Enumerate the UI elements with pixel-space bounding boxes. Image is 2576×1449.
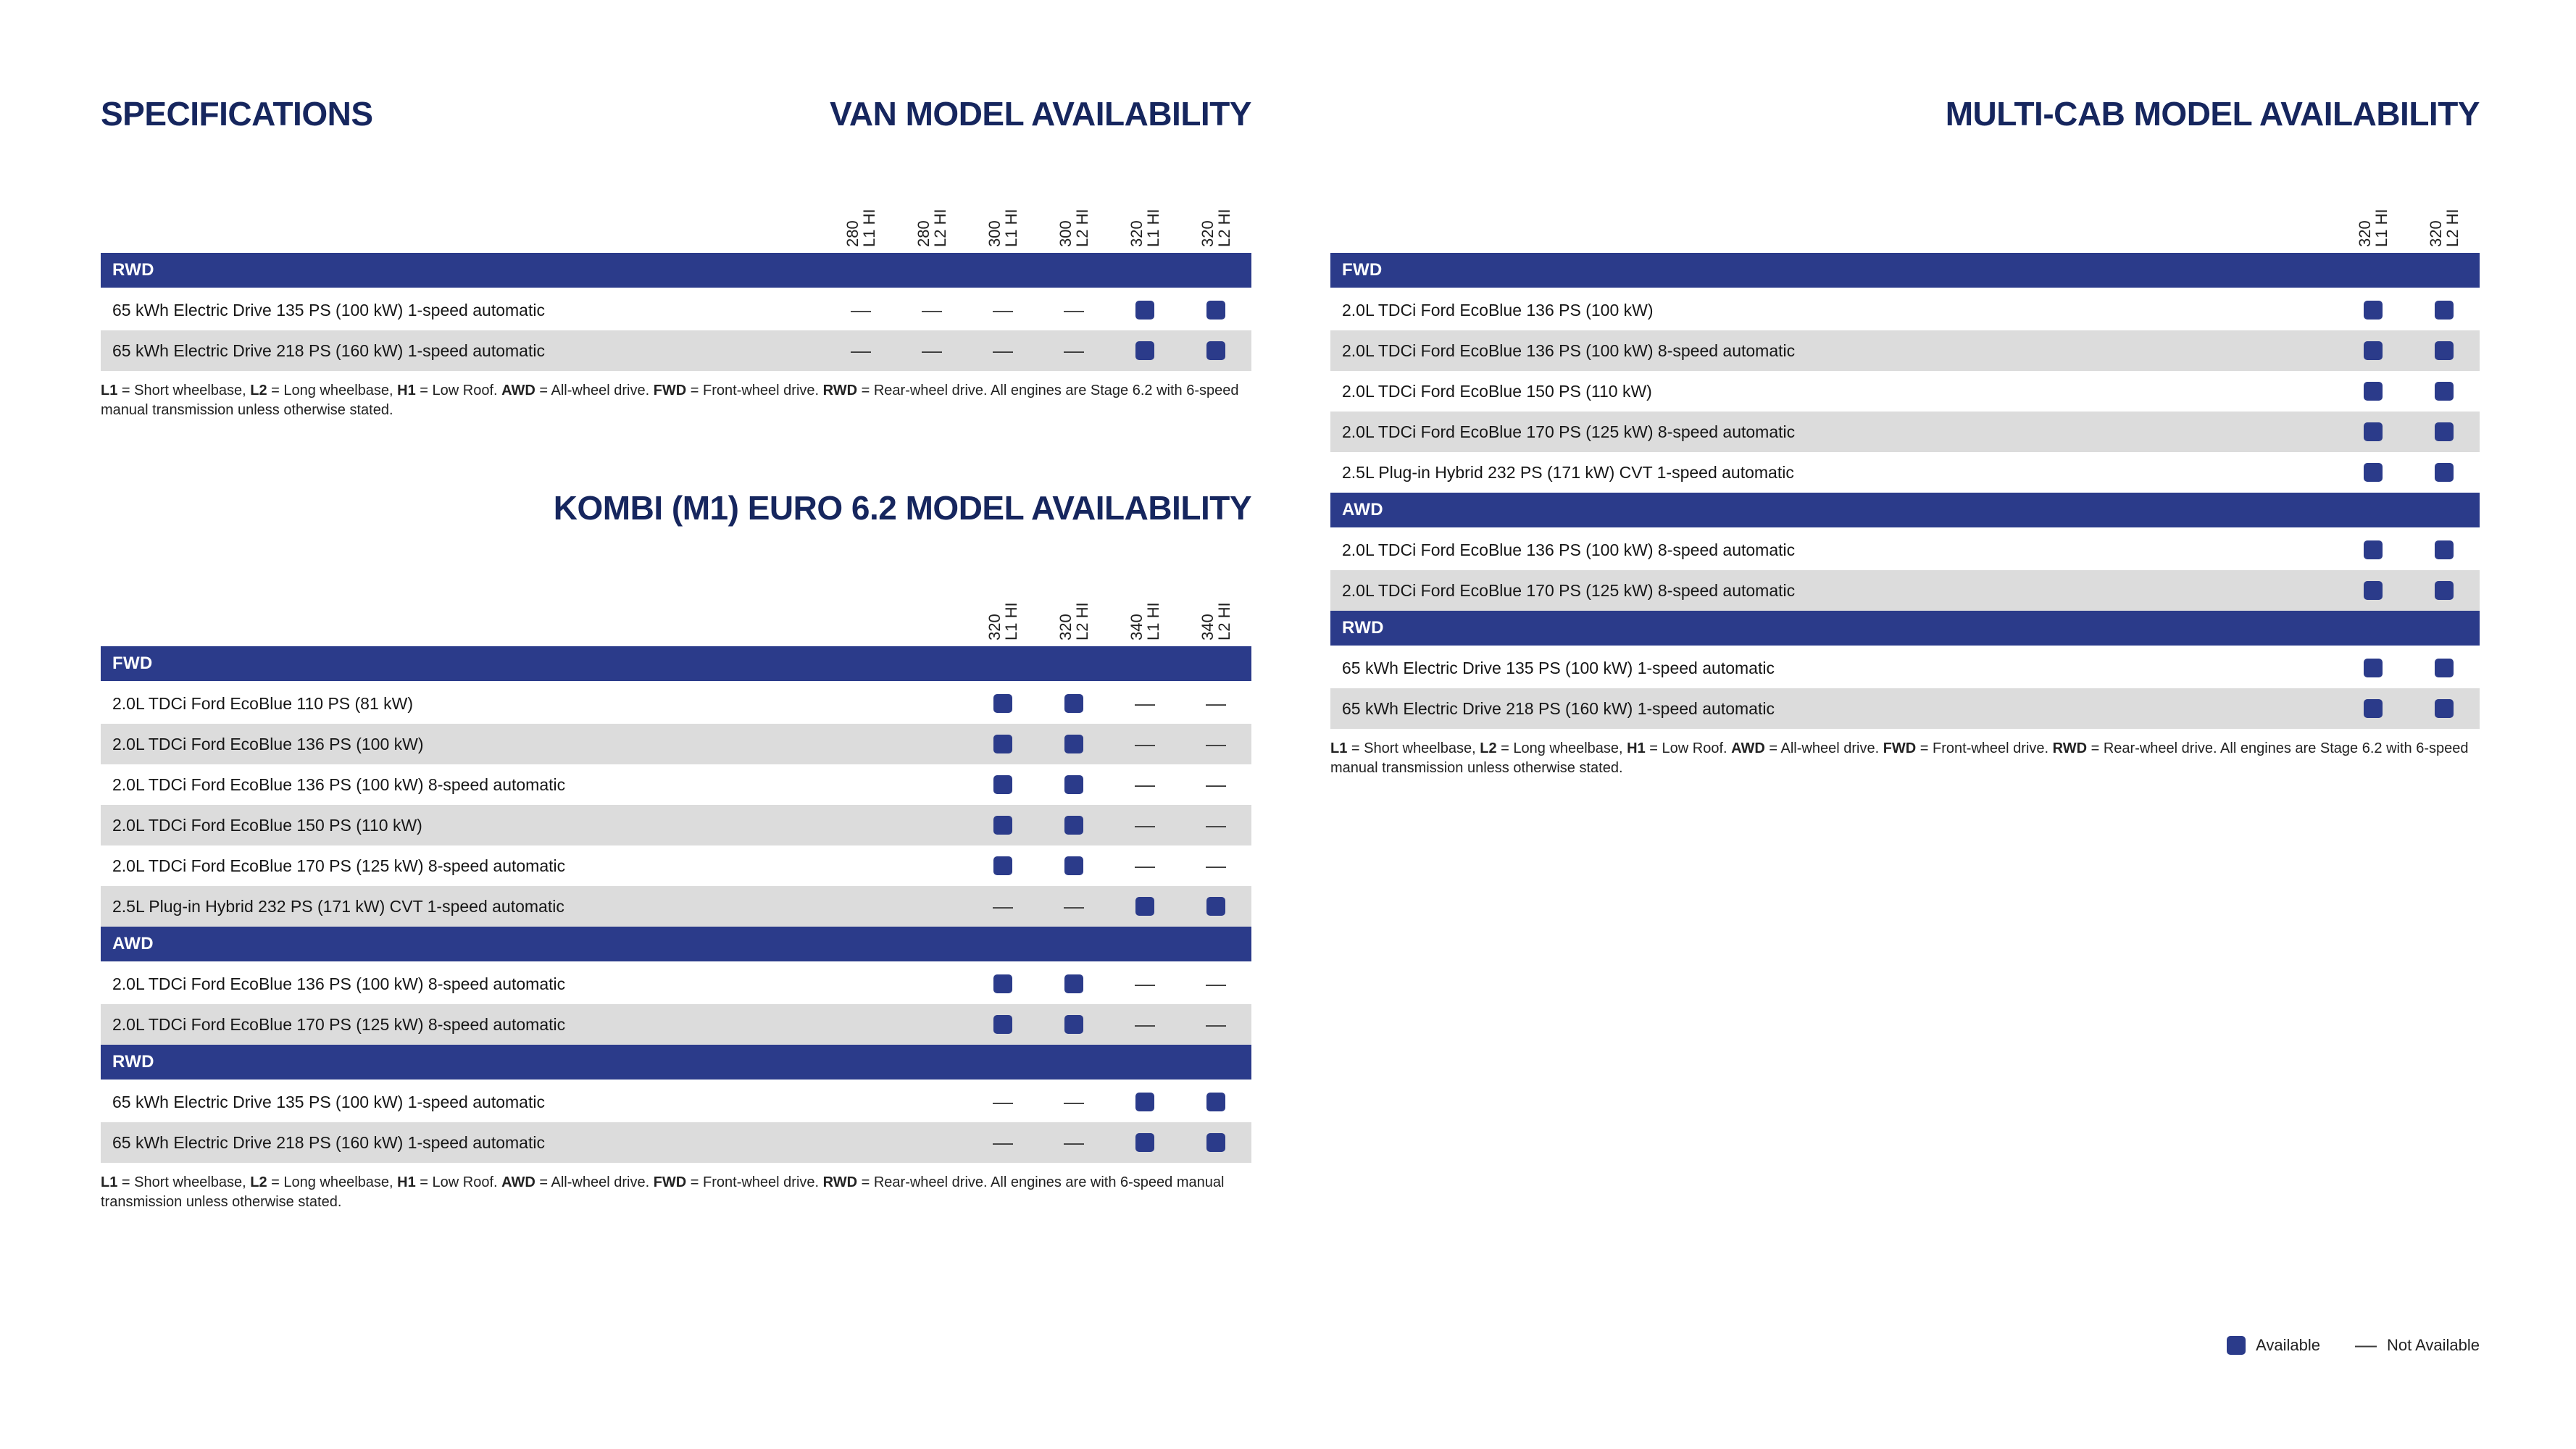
availability-cell <box>2409 382 2480 401</box>
not-available-icon: — <box>1064 339 1084 362</box>
column-header <box>1180 156 1251 250</box>
availability-cell <box>967 1132 1038 1153</box>
availability-cell <box>2338 382 2409 401</box>
availability-cell <box>2338 463 2409 482</box>
availability-cell <box>967 775 1038 794</box>
column-header-label: 320 L2 HI <box>2427 209 2462 247</box>
availability-cell <box>1109 856 1180 876</box>
available-icon <box>1064 856 1083 875</box>
column-header-label: 340 L1 HI <box>1127 602 1162 640</box>
legend-not-available-label: Not Available <box>2386 1336 2480 1354</box>
table-row <box>101 886 1251 927</box>
availability-cell <box>1109 734 1180 754</box>
engine-label: 2.0L TDCi Ford EcoBlue 170 PS (125 kW) 8-speed automatic <box>112 1014 566 1034</box>
not-available-icon: — <box>1135 854 1155 877</box>
available-icon <box>1064 1015 1083 1034</box>
not-available-icon: — <box>993 339 1013 362</box>
availability-cell <box>2409 659 2480 677</box>
column-header-label: 300 L2 HI <box>1056 209 1091 247</box>
footnote: L1 = Short wheelbase, L2 = Long wheelbase, H1 = Low Roof. AWD = All-wheel drive. FWD = Front-wheel drive. RWD = Rear-wheel drive. All engines are Stage 6.2 with 6-speed manual transmission unless otherwise stated. <box>1330 740 2469 776</box>
availability-cell <box>1180 856 1251 876</box>
available-icon <box>1206 341 1225 360</box>
not-available-icon: — <box>993 1090 1013 1113</box>
column-header <box>1109 156 1180 250</box>
availability-cell <box>1038 974 1109 993</box>
table-row <box>1330 290 2480 330</box>
not-available-icon: — <box>1135 972 1155 995</box>
not-available-icon: — <box>922 339 942 362</box>
availability-cell <box>1180 301 1251 320</box>
column-header-label: 320 L1 HI <box>2356 209 2390 247</box>
table-row <box>1330 648 2480 688</box>
available-icon <box>1064 974 1083 993</box>
column-header-label: 280 L1 HI <box>843 209 878 247</box>
not-available-icon: — <box>993 298 1013 321</box>
availability-cell <box>1038 1092 1109 1112</box>
legend <box>2227 1335 2480 1356</box>
not-available-icon: — <box>922 298 942 321</box>
engine-label: 2.0L TDCi Ford EcoBlue 150 PS (110 kW) <box>112 815 422 835</box>
van-availability-table <box>101 156 1251 420</box>
available-icon <box>2364 659 2383 677</box>
not-available-icon: — <box>1064 895 1084 917</box>
available-icon <box>2364 699 2383 718</box>
available-icon <box>2364 540 2383 559</box>
not-available-icon: — <box>851 339 871 362</box>
table-row <box>1330 412 2480 452</box>
availability-cell <box>1109 1014 1180 1035</box>
available-icon <box>1206 897 1225 916</box>
available-icon <box>1135 897 1154 916</box>
not-available-icon: — <box>1135 814 1155 836</box>
availability-cell <box>1109 897 1180 916</box>
section-header-awd: AWD <box>101 927 1251 961</box>
not-available-icon: — <box>1206 854 1226 877</box>
column-header <box>1109 549 1180 643</box>
specifications-title: SPECIFICATIONS <box>101 95 373 133</box>
footnote: L1 = Short wheelbase, L2 = Long wheelbase, H1 = Low Roof. AWD = All-wheel drive. FWD = Front-wheel drive. RWD = Rear-wheel drive. All engines are Stage 6.2 with 6-speed manual transmission unless otherwise stated. <box>101 383 1239 418</box>
column-headers <box>101 156 1251 250</box>
available-icon <box>2435 382 2454 401</box>
available-icon <box>993 775 1012 794</box>
table-row <box>1330 371 2480 412</box>
section-header-rwd: RWD <box>1330 611 2480 646</box>
not-available-icon: — <box>1135 692 1155 714</box>
column-headers <box>1330 156 2480 250</box>
availability-cell <box>2338 341 2409 360</box>
availability-cell <box>1180 341 1251 360</box>
column-headers <box>101 549 1251 643</box>
availability-cell <box>1109 693 1180 714</box>
kombi-availability-table <box>101 549 1251 1212</box>
availability-cell <box>1109 1133 1180 1152</box>
kombi-availability-title: KOMBI (M1) EURO 6.2 MODEL AVAILABILITY <box>553 489 1251 527</box>
availability-cell <box>967 735 1038 753</box>
column-header <box>2338 156 2409 250</box>
table-row <box>101 724 1251 764</box>
section-header-rwd: RWD <box>101 253 1251 288</box>
available-icon <box>2364 341 2383 360</box>
not-available-icon: — <box>1206 972 1226 995</box>
available-icon <box>2364 463 2383 482</box>
engine-label: 2.5L Plug-in Hybrid 232 PS (171 kW) CVT 1-speed automatic <box>1342 462 1794 482</box>
available-icon <box>993 816 1012 835</box>
column-header-label: 320 L2 HI <box>1056 602 1091 640</box>
not-available-icon: — <box>993 895 1013 917</box>
engine-label: 2.0L TDCi Ford EcoBlue 136 PS (100 kW) <box>1342 300 1654 320</box>
not-available-icon: — <box>1135 773 1155 796</box>
section-header-awd: AWD <box>1330 493 2480 527</box>
multicab-availability-title: MULTI-CAB MODEL AVAILABILITY <box>1945 95 2480 133</box>
available-square-icon <box>2227 1336 2246 1355</box>
not-available-icon: — <box>1206 692 1226 714</box>
availability-cell <box>967 300 1038 320</box>
table-row <box>101 845 1251 886</box>
availability-cell <box>1109 1093 1180 1111</box>
legend-available-label: Available <box>2256 1336 2320 1354</box>
availability-cell <box>896 300 967 320</box>
engine-label: 65 kWh Electric Drive 135 PS (100 kW) 1-speed automatic <box>1342 658 1775 677</box>
available-icon <box>993 974 1012 993</box>
table-row <box>101 683 1251 724</box>
available-icon <box>2435 659 2454 677</box>
engine-label: 65 kWh Electric Drive 135 PS (100 kW) 1-speed automatic <box>112 1092 545 1111</box>
engine-label: 2.0L TDCi Ford EcoBlue 136 PS (100 kW) <box>112 734 424 753</box>
column-header-label: 280 L2 HI <box>914 209 949 247</box>
availability-cell <box>1180 774 1251 795</box>
section-header-fwd: FWD <box>101 646 1251 681</box>
availability-cell <box>967 816 1038 835</box>
available-icon <box>1206 1133 1225 1152</box>
engine-label: 65 kWh Electric Drive 218 PS (160 kW) 1-speed automatic <box>1342 698 1775 718</box>
column-header-label: 320 L2 HI <box>1199 209 1233 247</box>
engine-label: 2.0L TDCi Ford EcoBlue 136 PS (100 kW) 8-speed automatic <box>112 774 566 794</box>
not-available-icon: — <box>1135 1013 1155 1035</box>
availability-cell <box>967 1015 1038 1034</box>
available-icon <box>993 735 1012 753</box>
available-icon <box>1206 1093 1225 1111</box>
available-icon <box>1064 694 1083 713</box>
table-row <box>1330 452 2480 493</box>
availability-cell <box>2409 422 2480 441</box>
multicab-availability-table <box>1330 156 2480 778</box>
not-available-icon: — <box>1206 1013 1226 1035</box>
column-header <box>967 549 1038 643</box>
table-row <box>101 1082 1251 1122</box>
available-icon <box>2435 581 2454 600</box>
engine-label: 2.0L TDCi Ford EcoBlue 170 PS (125 kW) 8-speed automatic <box>1342 580 1796 600</box>
availability-cell <box>1038 1015 1109 1034</box>
available-icon <box>1135 1093 1154 1111</box>
column-header <box>1038 156 1109 250</box>
availability-cell <box>1109 301 1180 320</box>
not-available-icon: — <box>1206 773 1226 796</box>
column-header-label: 320 L1 HI <box>1127 209 1162 247</box>
availability-cell <box>1109 974 1180 994</box>
available-icon <box>993 856 1012 875</box>
availability-cell <box>1038 775 1109 794</box>
not-available-icon: — <box>1206 814 1226 836</box>
not-available-dash-icon: — <box>2354 1333 2377 1357</box>
engine-label: 2.0L TDCi Ford EcoBlue 136 PS (100 kW) 8-speed automatic <box>112 974 566 993</box>
availability-cell <box>967 341 1038 361</box>
not-available-icon: — <box>851 298 871 321</box>
availability-cell <box>825 300 896 320</box>
table-row <box>101 964 1251 1004</box>
available-icon <box>1064 775 1083 794</box>
availability-cell <box>2409 463 2480 482</box>
column-header-label: 320 L1 HI <box>985 602 1020 640</box>
availability-cell <box>1038 856 1109 875</box>
availability-cell <box>825 341 896 361</box>
available-icon <box>2435 699 2454 718</box>
section-header-rwd: RWD <box>101 1045 1251 1080</box>
engine-label: 65 kWh Electric Drive 135 PS (100 kW) 1-speed automatic <box>112 300 545 320</box>
available-icon <box>1206 301 1225 320</box>
available-icon <box>1064 816 1083 835</box>
section-header-fwd: FWD <box>1330 253 2480 288</box>
availability-cell <box>1180 1014 1251 1035</box>
availability-cell <box>2409 341 2480 360</box>
not-available-icon: — <box>1064 298 1084 321</box>
table-row <box>1330 688 2480 729</box>
availability-cell <box>967 896 1038 916</box>
availability-cell <box>1109 774 1180 795</box>
van-availability-title: VAN MODEL AVAILABILITY <box>830 95 1251 133</box>
engine-label: 65 kWh Electric Drive 218 PS (160 kW) 1-speed automatic <box>112 1132 545 1152</box>
available-icon <box>2435 341 2454 360</box>
available-icon <box>2435 422 2454 441</box>
available-icon <box>1135 341 1154 360</box>
availability-cell <box>1038 735 1109 753</box>
table-row <box>1330 330 2480 371</box>
availability-cell <box>2338 540 2409 559</box>
table-row <box>1330 570 2480 611</box>
availability-cell <box>1038 896 1109 916</box>
table-row <box>101 1122 1251 1163</box>
availability-cell <box>2338 699 2409 718</box>
engine-label: 2.0L TDCi Ford EcoBlue 136 PS (100 kW) 8-speed automatic <box>1342 341 1796 360</box>
availability-cell <box>2409 581 2480 600</box>
availability-cell <box>1180 974 1251 994</box>
available-icon <box>2435 463 2454 482</box>
table-row <box>1330 530 2480 570</box>
available-icon <box>2364 301 2383 320</box>
column-header <box>2409 156 2480 250</box>
availability-cell <box>2338 659 2409 677</box>
available-icon <box>2364 581 2383 600</box>
availability-cell <box>1180 1093 1251 1111</box>
column-header <box>896 156 967 250</box>
available-icon <box>993 694 1012 713</box>
not-available-icon: — <box>1064 1131 1084 1153</box>
engine-label: 2.0L TDCi Ford EcoBlue 150 PS (110 kW) <box>1342 381 1652 401</box>
availability-cell <box>1038 694 1109 713</box>
availability-cell <box>1038 816 1109 835</box>
column-header <box>825 156 896 250</box>
availability-cell <box>2409 301 2480 320</box>
availability-cell <box>1038 341 1109 361</box>
not-available-icon: — <box>1206 732 1226 755</box>
available-icon <box>2364 382 2383 401</box>
column-header <box>967 156 1038 250</box>
availability-cell <box>1109 341 1180 360</box>
availability-cell <box>2409 540 2480 559</box>
table-row <box>101 1004 1251 1045</box>
column-header <box>1038 549 1109 643</box>
available-icon <box>2435 301 2454 320</box>
column-header <box>1180 549 1251 643</box>
availability-cell <box>967 1092 1038 1112</box>
availability-cell <box>967 856 1038 875</box>
table-row <box>101 805 1251 845</box>
available-icon <box>1135 1133 1154 1152</box>
availability-cell <box>1180 1133 1251 1152</box>
availability-cell <box>1038 1132 1109 1153</box>
engine-label: 2.0L TDCi Ford EcoBlue 110 PS (81 kW) <box>112 693 414 713</box>
not-available-icon: — <box>993 1131 1013 1153</box>
engine-label: 2.0L TDCi Ford EcoBlue 170 PS (125 kW) 8-speed automatic <box>112 856 566 875</box>
available-icon <box>2364 422 2383 441</box>
not-available-icon: — <box>1064 1090 1084 1113</box>
table-row <box>101 290 1251 330</box>
availability-cell <box>1180 734 1251 754</box>
column-header-label: 300 L1 HI <box>985 209 1020 247</box>
availability-cell <box>896 341 967 361</box>
table-row <box>101 764 1251 805</box>
availability-cell <box>1038 300 1109 320</box>
column-header-label: 340 L2 HI <box>1199 602 1233 640</box>
availability-cell <box>2338 581 2409 600</box>
available-icon <box>1064 735 1083 753</box>
engine-label: 2.0L TDCi Ford EcoBlue 136 PS (100 kW) 8-speed automatic <box>1342 540 1796 559</box>
availability-cell <box>2409 699 2480 718</box>
availability-cell <box>1180 815 1251 835</box>
availability-cell <box>2338 422 2409 441</box>
availability-cell <box>1109 815 1180 835</box>
availability-cell <box>2338 301 2409 320</box>
availability-cell <box>967 694 1038 713</box>
engine-label: 2.5L Plug-in Hybrid 232 PS (171 kW) CVT 1-speed automatic <box>112 896 564 916</box>
available-icon <box>1135 301 1154 320</box>
engine-label: 65 kWh Electric Drive 218 PS (160 kW) 1-speed automatic <box>112 341 545 360</box>
availability-cell <box>1180 693 1251 714</box>
available-icon <box>2435 540 2454 559</box>
available-icon <box>993 1015 1012 1034</box>
not-available-icon: — <box>1135 732 1155 755</box>
footnote: L1 = Short wheelbase, L2 = Long wheelbase, H1 = Low Roof. AWD = All-wheel drive. FWD = Front-wheel drive. RWD = Rear-wheel drive. All engines are with 6-speed manual transmission unless otherwise stated. <box>101 1174 1225 1210</box>
engine-label: 2.0L TDCi Ford EcoBlue 170 PS (125 kW) 8-speed automatic <box>1342 422 1796 441</box>
availability-cell <box>1180 897 1251 916</box>
availability-cell <box>967 974 1038 993</box>
table-row <box>101 330 1251 371</box>
